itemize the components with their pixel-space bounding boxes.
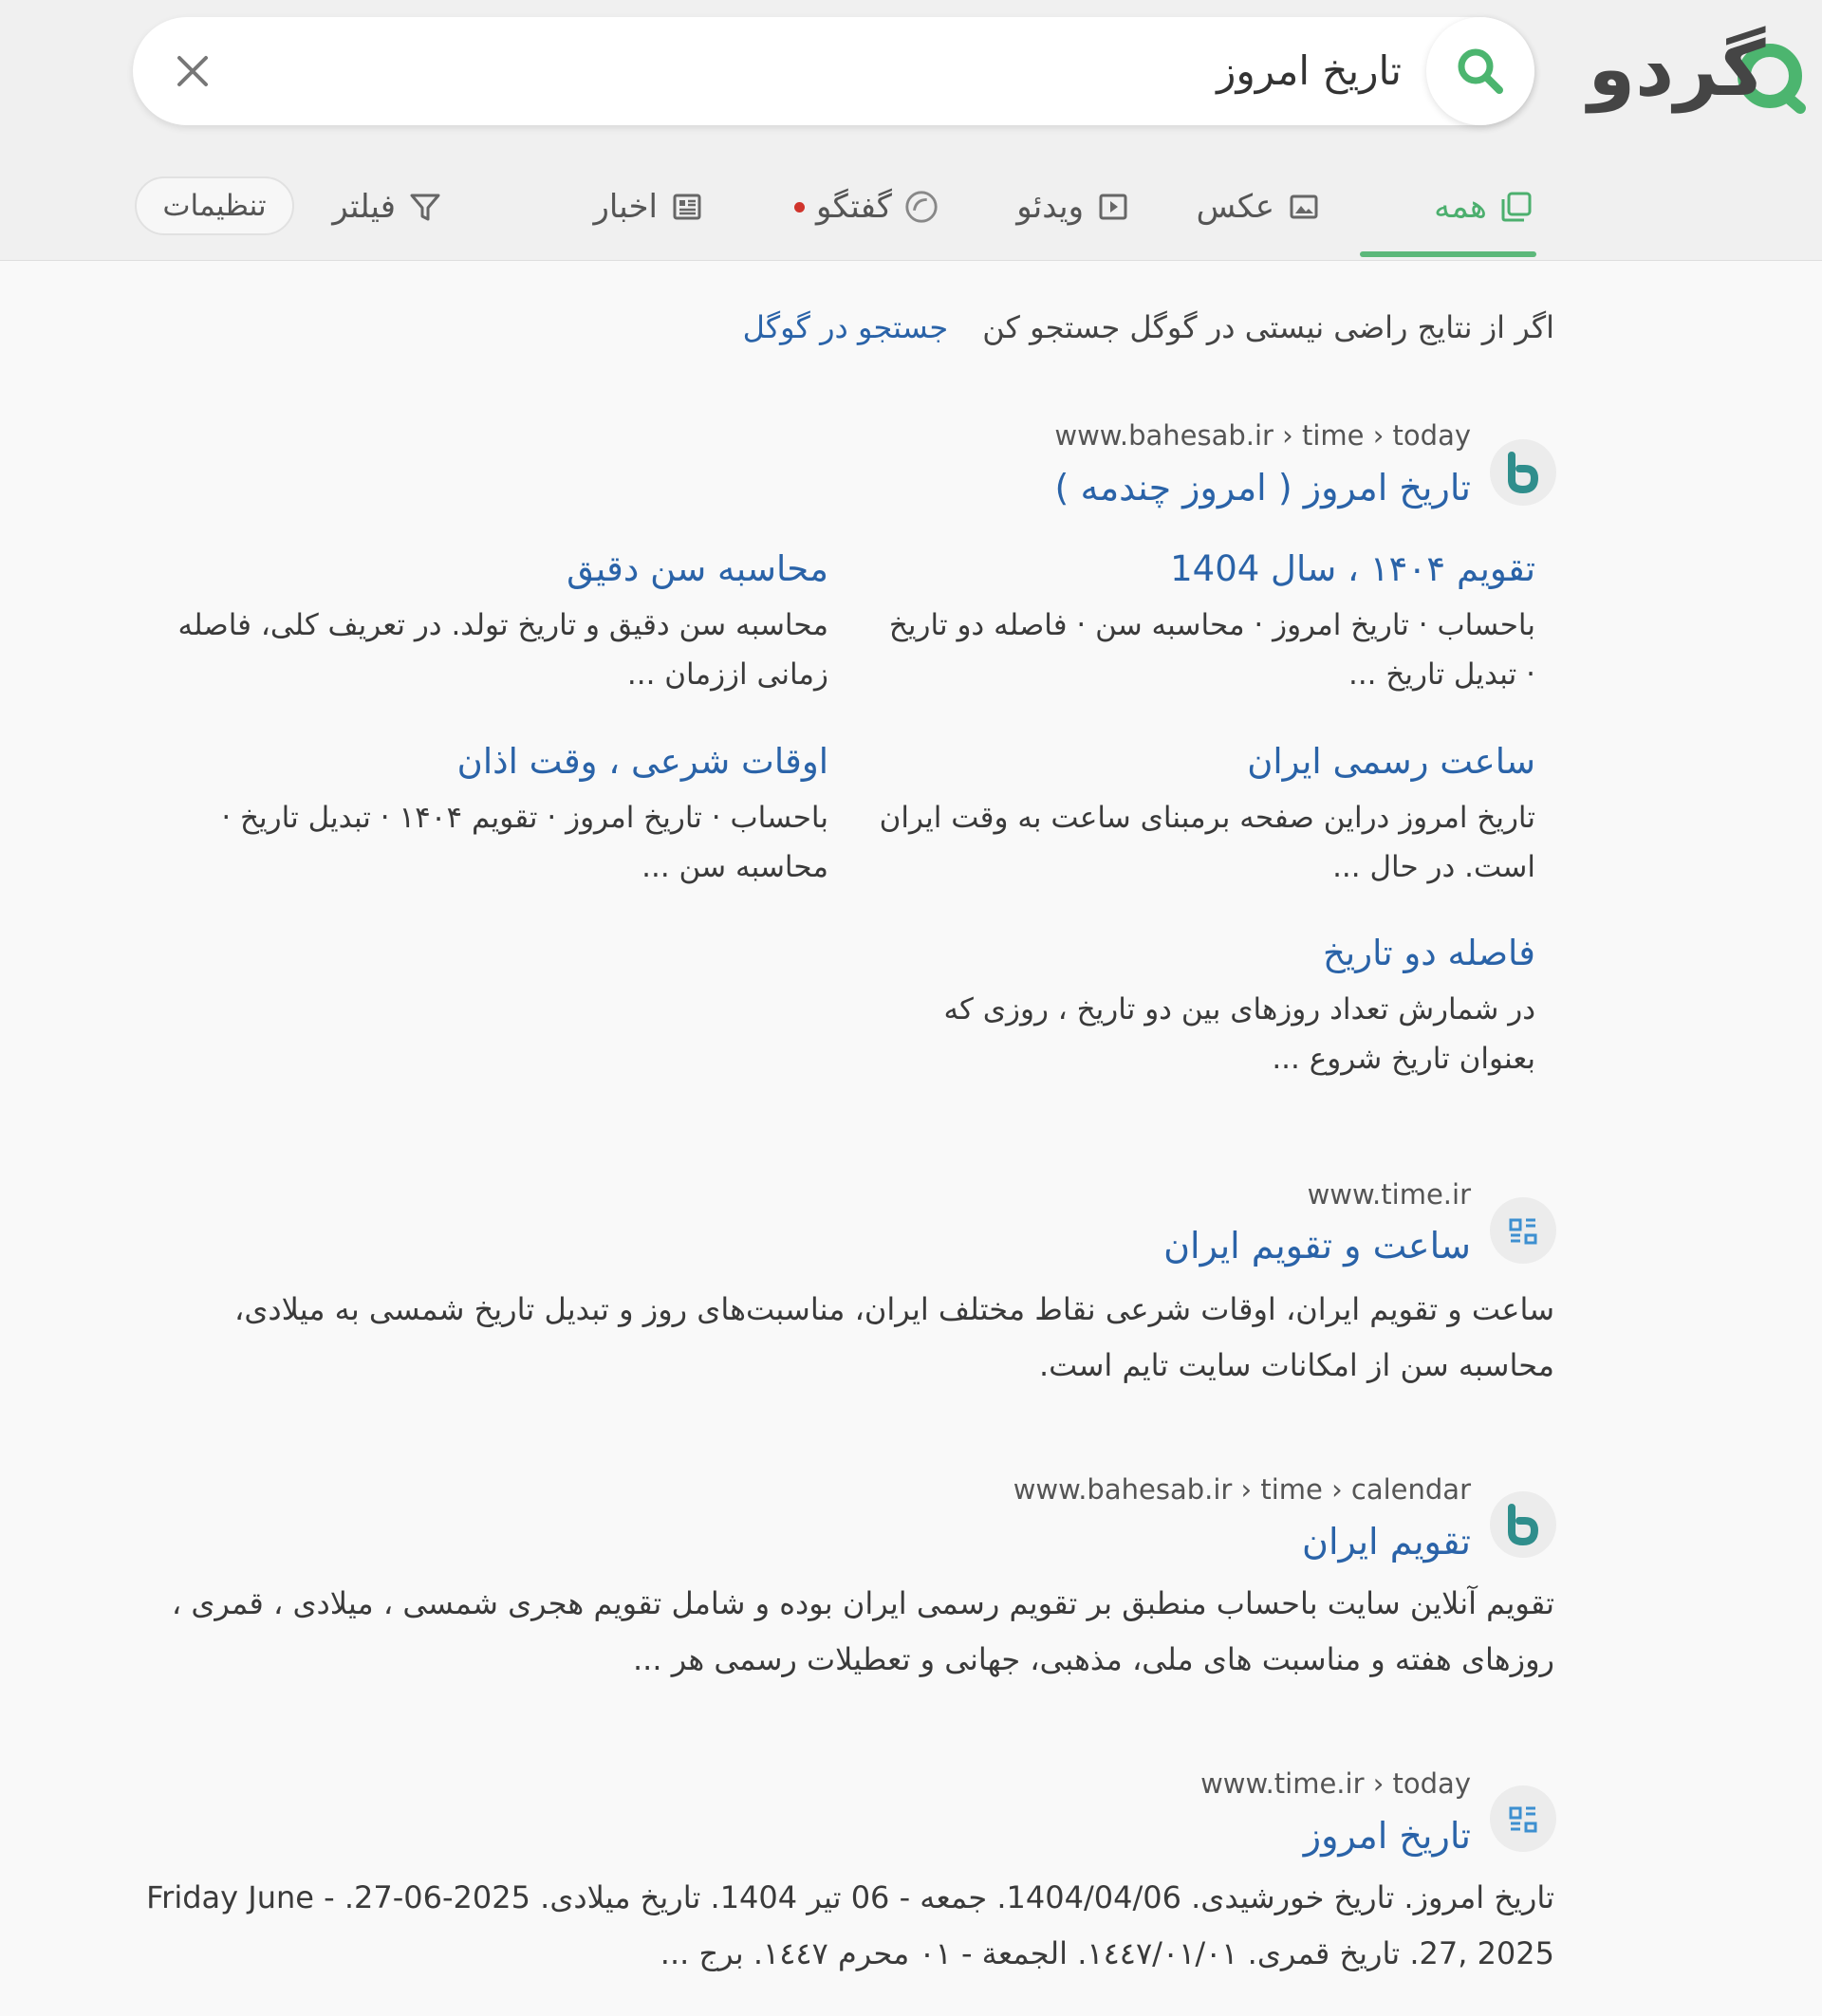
- logo-wordmark: گردو: [1588, 25, 1766, 113]
- search-button[interactable]: [1426, 17, 1534, 125]
- result-title[interactable]: تقویم ایران: [1302, 1521, 1471, 1563]
- sitelink-title[interactable]: محاسبه سن دقیق: [567, 548, 828, 589]
- bahesab-icon: [1490, 1491, 1556, 1558]
- google-hint: [743, 309, 1554, 345]
- sitelink: [871, 930, 1535, 1083]
- google-hint-text: اگر از نتایج راضی نیستی در گوگل جستجو کن: [982, 309, 1554, 345]
- header: [0, 0, 1822, 261]
- result-snippet: ساعت و تقویم ایران، اوقات شرعی نقاط مختلف ایران، مناسبت‌های روز و تبدیل تاریخ شمسی به میلادی، محاسبه سن از امکانات سایت تایم است.: [233, 1291, 1554, 1383]
- search-bar[interactable]: [133, 17, 1534, 125]
- image-icon: [1286, 189, 1322, 225]
- gerdoo-logo[interactable]: [1571, 21, 1808, 120]
- sitelink-title[interactable]: تقویم ۱۴۰۴ ، سال 1404: [1170, 548, 1535, 589]
- result-title[interactable]: تاریخ امروز ( امروز چندمه ): [1054, 467, 1471, 509]
- sitelink-text: تاریخ امروز دراین صفحه برمبنای ساعت به وقت ایران است. در حال ...: [879, 801, 1535, 884]
- copy-icon: [1498, 189, 1534, 225]
- clear-search-icon[interactable]: [173, 51, 213, 91]
- filter-icon: [407, 189, 443, 225]
- tab-news[interactable]: اخبار: [593, 180, 705, 233]
- sitelink-text: باحساب · تاریخ امروز · تقویم ۱۴۰۴ · تبدیل تاریخ · محاسبه سن ...: [221, 801, 828, 884]
- new-badge-dot: [794, 202, 805, 213]
- sitelink-text: محاسبه سن دقیق و تاریخ تولد. در تعریف کلی، فاصله زمانی اززمان ...: [177, 608, 828, 692]
- search-icon: [1452, 43, 1509, 100]
- tab-all[interactable]: همه: [1434, 180, 1534, 233]
- search-in-google-link[interactable]: جستجو در گوگل: [742, 309, 949, 345]
- tab-videos[interactable]: ویدئو: [1016, 180, 1131, 233]
- time-ir-icon: [1490, 1197, 1556, 1264]
- chat-icon: [903, 189, 939, 225]
- sitelink: [871, 546, 1535, 699]
- result-title[interactable]: ساعت و تقویم ایران: [1163, 1225, 1471, 1267]
- result-url: www.time.ir: [1307, 1178, 1471, 1211]
- sitelink-title[interactable]: فاصله دو تاریخ: [1323, 933, 1535, 973]
- sitelink-title[interactable]: ساعت رسمی ایران: [1247, 741, 1535, 782]
- result-snippet: تقویم آنلاین سایت باحساب منطبق بر تقویم رسمی ایران بوده و شامل تقویم هجری شمسی ، میلادی ، قمری ، روزهای هفته و مناسبت های ملی، مذهبی، جهانی و تعطیلات رسمی هر ...: [171, 1585, 1554, 1677]
- result-snippet: تاریخ امروز. تاریخ خورشیدی. 1404/04/06. جمعه - 06 تیر 1404. تاریخ میلادی. 2025-06-27. - Friday June 27, 2025. تاریخ قمری. ١٤٤٧/٠١/٠١. الجمعة - ٠١ محرم ١٤٤٧. برج ...: [146, 1879, 1554, 1971]
- sitelink-title[interactable]: اوقات شرعی ، وقت اذان: [456, 741, 828, 782]
- result-url: www.bahesab.ir › time › today: [1054, 419, 1471, 452]
- result-url: www.bahesab.ir › time › calendar: [1013, 1473, 1471, 1506]
- settings-button[interactable]: تنظیمات: [135, 176, 294, 235]
- sitelink: [164, 546, 828, 699]
- sitelink-text: در شمارش تعداد روزهای بین دو تاریخ ، روزی که بعنوان تاریخ شروع ...: [943, 992, 1535, 1076]
- news-icon: [669, 189, 705, 225]
- bahesab-icon: [1490, 439, 1556, 506]
- video-icon: [1095, 189, 1131, 225]
- tab-chat[interactable]: گفتگو: [794, 180, 939, 233]
- filter-button[interactable]: فیلتر: [332, 180, 443, 233]
- search-input[interactable]: تاریخ امروز: [1217, 47, 1402, 94]
- sitelink: [164, 738, 828, 892]
- sitelink-text: باحساب · تاریخ امروز · محاسبه سن · فاصله دو تاریخ · تبدیل تاریخ ...: [888, 608, 1535, 692]
- tab-images[interactable]: عکس: [1197, 180, 1322, 233]
- sitelink: [871, 738, 1535, 892]
- active-tab-indicator: [1360, 251, 1536, 257]
- time-ir-icon: [1490, 1785, 1556, 1852]
- result-title[interactable]: تاریخ امروز: [1303, 1815, 1471, 1857]
- result-url: www.time.ir › today: [1200, 1767, 1471, 1800]
